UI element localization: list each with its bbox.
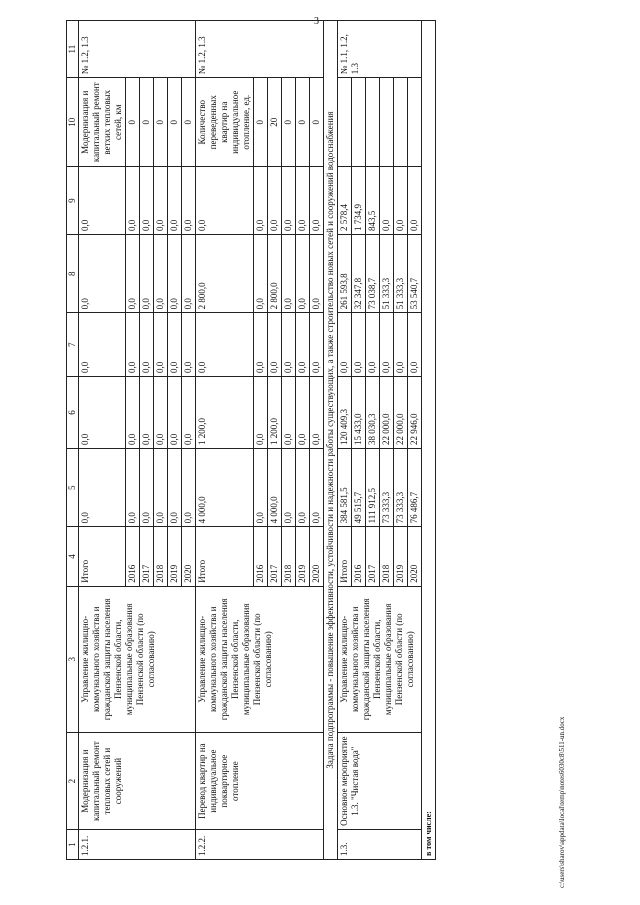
value-cell: 0,0: [310, 313, 324, 377]
value-cell: 32 347,8: [352, 235, 366, 313]
value-cell: 111 912,5: [366, 449, 380, 527]
table-row: [338, 21, 352, 860]
executor: Управление жилищно-коммунального хозяйства и гражданской защиты населения Пензенской области, муниципальные образования Пензенской области (по согласованию): [79, 586, 196, 732]
value-cell: 0,0: [254, 167, 268, 235]
year-cell: 2019: [168, 527, 182, 586]
value-cell: 0,0: [380, 167, 394, 235]
task-text: Задача подпрограммы - повышение эффективности, устойчивости и надежности работы существующих, а также строительство новых сетей и сооружений водоснабжения: [324, 21, 338, 860]
value-cell: 0,0: [352, 313, 366, 377]
value-cell: 261 593,8: [338, 235, 352, 313]
value-cell: 51 333,3: [394, 235, 408, 313]
value-cell: 120 409,3: [338, 376, 352, 448]
header-cell: 5: [67, 449, 79, 527]
year-cell: 2019: [394, 527, 408, 586]
value-cell: 0,0: [196, 167, 254, 235]
indicator-value: 0: [126, 78, 140, 167]
value-cell: 0,0: [296, 313, 310, 377]
value-cell: 0,0: [154, 313, 168, 377]
value-cell: 0,0: [310, 376, 324, 448]
year-cell: Итого: [196, 527, 254, 586]
value-cell: 0,0: [126, 167, 140, 235]
value-cell: 0,0: [140, 313, 154, 377]
value-cell: 0,0: [310, 167, 324, 235]
value-cell: 0,0: [282, 313, 296, 377]
value-cell: 1 734,9: [352, 167, 366, 235]
indicator-value: 0: [310, 78, 324, 167]
header-cell: 11: [67, 21, 79, 78]
value-cell: 1 200,0: [268, 376, 282, 448]
value-cell: 0,0: [268, 167, 282, 235]
value-cell: 1 200,0: [196, 376, 254, 448]
value-cell: 0,0: [79, 235, 126, 313]
header-cell: 1: [67, 830, 79, 860]
header-row: [67, 21, 79, 860]
value-cell: 73 038,7: [366, 235, 380, 313]
value-cell: 0,0: [154, 167, 168, 235]
value-cell: 0,0: [126, 449, 140, 527]
header-cell: 10: [67, 78, 79, 167]
year-cell: Итого: [338, 527, 352, 586]
indicator-value: 0: [168, 78, 182, 167]
value-cell: 0,0: [168, 167, 182, 235]
value-cell: 0,0: [168, 235, 182, 313]
value-cell: 0,0: [126, 235, 140, 313]
indicator-value: [338, 78, 352, 167]
indicator-value: [366, 78, 380, 167]
year-cell: 2018: [154, 527, 168, 586]
value-cell: 76 486,7: [408, 449, 422, 527]
value-cell: 0,0: [338, 313, 352, 377]
value-cell: 0,0: [154, 449, 168, 527]
value-cell: 0,0: [168, 376, 182, 448]
indicator-name: Количество переведенных квартир на индивидуальное отопление, ед.: [196, 78, 254, 167]
value-cell: 0,0: [140, 167, 154, 235]
row-number: 1.2.1.: [79, 830, 196, 860]
year-cell: 2016: [254, 527, 268, 586]
value-cell: 0,0: [254, 235, 268, 313]
indicator-value: [408, 78, 422, 167]
value-cell: 0,0: [380, 313, 394, 377]
value-cell: 4 000,0: [268, 449, 282, 527]
value-cell: 0,0: [254, 313, 268, 377]
value-cell: 0,0: [282, 167, 296, 235]
measure-name: Основное мероприятие 1.3. "Чистая вода": [338, 732, 422, 829]
value-cell: 2 578,4: [338, 167, 352, 235]
year-cell: 2020: [182, 527, 196, 586]
value-cell: 53 540,7: [408, 235, 422, 313]
value-cell: 2 800,0: [268, 235, 282, 313]
value-cell: 0,0: [140, 449, 154, 527]
value-cell: 0,0: [310, 235, 324, 313]
header-cell: 8: [67, 235, 79, 313]
value-cell: 38 030,3: [366, 376, 380, 448]
executor: Управление жилищно-коммунального хозяйства и гражданской защиты населения Пензенской области, муниципальные образования Пензенской области (по согласованию): [196, 586, 324, 732]
year-cell: 2017: [366, 527, 380, 586]
value-cell: 15 433,0: [352, 376, 366, 448]
year-cell: 2018: [282, 527, 296, 586]
value-cell: 0,0: [126, 313, 140, 377]
indicator-value: 0: [182, 78, 196, 167]
indicator-link: № 1.1, 1.2, 1.3: [338, 21, 422, 78]
value-cell: 0,0: [196, 313, 254, 377]
in-that-number: в том числе:: [422, 21, 436, 860]
value-cell: 0,0: [408, 313, 422, 377]
page-number: 3: [314, 16, 319, 27]
value-cell: 0,0: [282, 449, 296, 527]
indicator-value: 20: [268, 78, 282, 167]
rotated-table-page: [66, 20, 566, 860]
value-cell: 0,0: [296, 167, 310, 235]
value-cell: 49 515,7: [352, 449, 366, 527]
value-cell: 0,0: [408, 167, 422, 235]
indicator-value: [352, 78, 366, 167]
header-cell: 2: [67, 732, 79, 829]
header-cell: 3: [67, 586, 79, 732]
header-cell: 6: [67, 376, 79, 448]
value-cell: 0,0: [79, 376, 126, 448]
measure-name: Перевод квартир на индивидуальное поквартирное отопление: [196, 732, 324, 829]
value-cell: 73 333,3: [394, 449, 408, 527]
value-cell: 0,0: [168, 449, 182, 527]
value-cell: 0,0: [140, 235, 154, 313]
year-cell: 2019: [296, 527, 310, 586]
value-cell: 0,0: [168, 313, 182, 377]
year-cell: 2018: [380, 527, 394, 586]
indicator-link: № 1.2, 1.3: [79, 21, 196, 78]
indicator-value: 0: [296, 78, 310, 167]
row-number: 1.3.: [338, 830, 422, 860]
table-row: [196, 21, 254, 860]
measure-name: Модернизация и капитальный ремонт тепловых сетей и сооружений: [79, 732, 196, 829]
value-cell: 0,0: [296, 449, 310, 527]
value-cell: 0,0: [79, 449, 126, 527]
year-cell: 2016: [352, 527, 366, 586]
value-cell: 0,0: [154, 235, 168, 313]
value-cell: 384 581,5: [338, 449, 352, 527]
value-cell: 0,0: [254, 376, 268, 448]
value-cell: 0,0: [282, 235, 296, 313]
value-cell: 0,0: [79, 313, 126, 377]
indicator-value: 0: [154, 78, 168, 167]
value-cell: 0,0: [126, 376, 140, 448]
value-cell: 0,0: [182, 449, 196, 527]
value-cell: 0,0: [182, 167, 196, 235]
value-cell: 0,0: [79, 167, 126, 235]
executor: Управление жилищно-коммунального хозяйства и гражданской защиты населения Пензенской области, муниципальные образования Пензенской области (по согласованию): [338, 586, 422, 732]
year-cell: 2017: [268, 527, 282, 586]
value-cell: 843,5: [366, 167, 380, 235]
program-table: [66, 20, 436, 860]
indicator-name: Модернизация и капитальный ремонт ветхих тепловых сетей, км: [79, 78, 126, 167]
value-cell: 0,0: [296, 235, 310, 313]
value-cell: 0,0: [182, 376, 196, 448]
value-cell: 0,0: [366, 313, 380, 377]
indicator-link: № 1.2, 1.3: [196, 21, 324, 78]
value-cell: 22 000,0: [380, 376, 394, 448]
header-cell: 9: [67, 167, 79, 235]
year-cell: Итого: [79, 527, 126, 586]
indicator-value: [380, 78, 394, 167]
table-row: [79, 21, 126, 860]
row-number: 1.2.2.: [196, 830, 324, 860]
value-cell: 0,0: [154, 376, 168, 448]
year-cell: 2016: [126, 527, 140, 586]
value-cell: 0,0: [182, 235, 196, 313]
task-row: [324, 21, 338, 860]
value-cell: 0,0: [254, 449, 268, 527]
value-cell: 0,0: [140, 376, 154, 448]
value-cell: 51 333,3: [380, 235, 394, 313]
in-that-number-row: [422, 21, 436, 860]
value-cell: 0,0: [310, 449, 324, 527]
indicator-value: 0: [282, 78, 296, 167]
year-cell: 2017: [140, 527, 154, 586]
indicator-value: 0: [254, 78, 268, 167]
value-cell: 4 000,0: [196, 449, 254, 527]
header-cell: 7: [67, 313, 79, 377]
year-cell: 2020: [408, 527, 422, 586]
value-cell: 73 333,3: [380, 449, 394, 527]
value-cell: 0,0: [394, 313, 408, 377]
indicator-value: 0: [140, 78, 154, 167]
value-cell: 0,0: [394, 167, 408, 235]
header-cell: 4: [67, 527, 79, 586]
value-cell: 22 946,0: [408, 376, 422, 448]
indicator-value: [394, 78, 408, 167]
value-cell: 0,0: [296, 376, 310, 448]
year-cell: 2020: [310, 527, 324, 586]
value-cell: 0,0: [282, 376, 296, 448]
value-cell: 2 800,0: [196, 235, 254, 313]
value-cell: 22 000,0: [394, 376, 408, 448]
footer-file-path: c:\users\sharov\appdata\local\temp\notes6030c8\511-un.docx: [558, 716, 566, 888]
value-cell: 0,0: [268, 313, 282, 377]
value-cell: 0,0: [182, 313, 196, 377]
